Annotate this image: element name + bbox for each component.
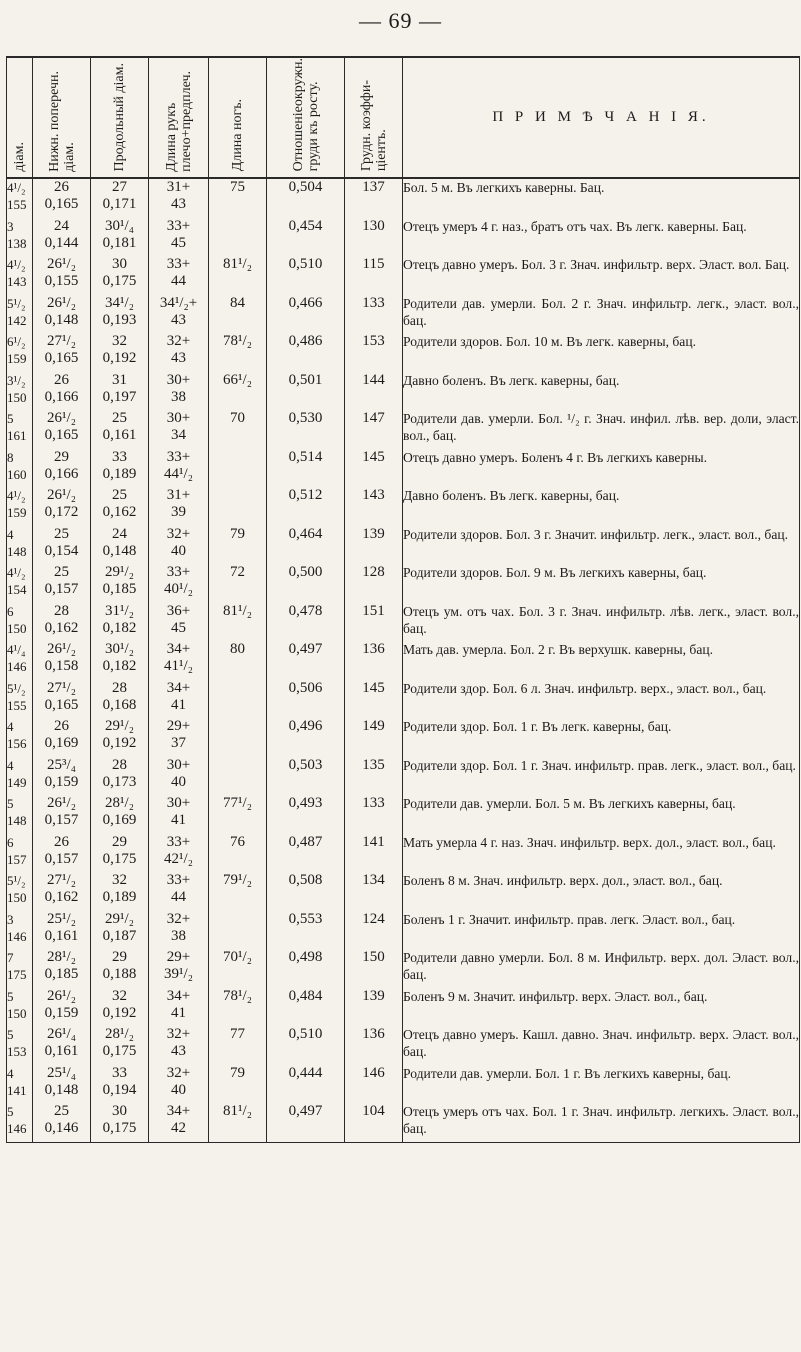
table-row xyxy=(7,988,800,1027)
cell-diam: 5 146 xyxy=(7,1103,33,1142)
cell-arm-length: 29+ 37 xyxy=(149,718,209,757)
cell-longitudinal: 29¹/₂ 0,192 xyxy=(91,718,149,757)
cell-remarks: Отецъ давно умеръ. Боленъ 4 г. Въ легкихъ каверны. xyxy=(403,449,800,488)
cell-diam: 4¹/₂ 143 xyxy=(7,256,33,295)
cell-leg-length xyxy=(209,449,267,488)
cell-arm-length: 33+ 44¹/₂ xyxy=(149,449,209,488)
cell-leg-length: 80 xyxy=(209,641,267,680)
cell-leg-length: 81¹/₂ xyxy=(209,603,267,642)
cell-chest-coefficient: 135 xyxy=(345,757,403,796)
cell-lower-transverse: 26 0,169 xyxy=(33,718,91,757)
cell-remarks: Отецъ ум. отъ чах. Бол. 3 г. Знач. инфильтр. лѣв. легк., эласт. вол., бац. xyxy=(403,603,800,642)
cell-arm-length: 32+ 40 xyxy=(149,526,209,565)
cell-lower-transverse: 26¹/₄ 0,161 xyxy=(33,1026,91,1065)
cell-lower-transverse: 26¹/₂ 0,157 xyxy=(33,795,91,834)
cell-arm-length: 32+ 40 xyxy=(149,1065,209,1104)
cell-longitudinal: 32 0,192 xyxy=(91,988,149,1027)
cell-remarks: Давно боленъ. Въ легк. каверны, бац. xyxy=(403,372,800,411)
header-remarks: П Р И М Ѣ Ч А Н І Я. xyxy=(403,57,800,178)
header-diam: діам. xyxy=(7,57,33,178)
table-row xyxy=(7,603,800,642)
cell-diam: 5 153 xyxy=(7,1026,33,1065)
cell-chest-coefficient: 130 xyxy=(345,218,403,257)
cell-remarks: Родители здор. Бол. 1 г. Знач. инфильтр. прав. легк., эласт. вол., бац. xyxy=(403,757,800,796)
table-row xyxy=(7,487,800,526)
table-row xyxy=(7,295,800,334)
cell-chest-ratio: 0,493 xyxy=(267,795,345,834)
cell-chest-ratio: 0,510 xyxy=(267,256,345,295)
cell-remarks: Родители здоров. Бол. 9 м. Въ легкихъ каверны, бац. xyxy=(403,564,800,603)
cell-remarks: Родители здор. Бол. 1 г. Въ легк. каверны, бац. xyxy=(403,718,800,757)
cell-arm-length: 32+ 38 xyxy=(149,911,209,950)
cell-chest-coefficient: 143 xyxy=(345,487,403,526)
header-chest-coefficient: Грудн. коэффи- ціентъ. xyxy=(345,57,403,178)
cell-chest-ratio: 0,486 xyxy=(267,333,345,372)
cell-diam: 5 150 xyxy=(7,988,33,1027)
cell-longitudinal: 30¹/₂ 0,182 xyxy=(91,641,149,680)
cell-longitudinal: 28 0,168 xyxy=(91,680,149,719)
cell-diam: 8 160 xyxy=(7,449,33,488)
cell-chest-coefficient: 145 xyxy=(345,449,403,488)
cell-leg-length: 76 xyxy=(209,834,267,873)
cell-arm-length: 34+ 41 xyxy=(149,680,209,719)
cell-longitudinal: 31¹/₂ 0,182 xyxy=(91,603,149,642)
cell-diam: 4 141 xyxy=(7,1065,33,1104)
cell-lower-transverse: 24 0,144 xyxy=(33,218,91,257)
cell-remarks: Отецъ умеръ отъ чах. Бол. 1 г. Знач. инфильтр. легкихъ. Эласт. вол., бац. xyxy=(403,1103,800,1142)
cell-lower-transverse: 26¹/₂ 0,159 xyxy=(33,988,91,1027)
cell-leg-length: 81¹/₂ xyxy=(209,1103,267,1142)
cell-chest-coefficient: 146 xyxy=(345,1065,403,1104)
cell-leg-length: 77 xyxy=(209,1026,267,1065)
cell-diam: 4 148 xyxy=(7,526,33,565)
cell-lower-transverse: 29 0,166 xyxy=(33,449,91,488)
cell-chest-ratio: 0,497 xyxy=(267,641,345,680)
cell-arm-length: 33+ 45 xyxy=(149,218,209,257)
cell-leg-length: 72 xyxy=(209,564,267,603)
cell-leg-length: 78¹/₂ xyxy=(209,333,267,372)
cell-arm-length: 29+ 39¹/₂ xyxy=(149,949,209,988)
header-longitudinal: Продольный діам. xyxy=(91,57,149,178)
cell-lower-transverse: 28 0,162 xyxy=(33,603,91,642)
table-row xyxy=(7,911,800,950)
cell-chest-ratio: 0,478 xyxy=(267,603,345,642)
cell-leg-length: 75 xyxy=(209,178,267,218)
cell-leg-length xyxy=(209,757,267,796)
cell-diam: 6 150 xyxy=(7,603,33,642)
cell-diam: 4 149 xyxy=(7,757,33,796)
cell-leg-length: 81¹/₂ xyxy=(209,256,267,295)
table-row xyxy=(7,449,800,488)
cell-longitudinal: 29 0,188 xyxy=(91,949,149,988)
cell-arm-length: 30+ 38 xyxy=(149,372,209,411)
cell-lower-transverse: 27¹/₂ 0,165 xyxy=(33,680,91,719)
table-header xyxy=(7,57,800,178)
cell-lower-transverse: 26¹/₂ 0,148 xyxy=(33,295,91,334)
table-row xyxy=(7,680,800,719)
cell-chest-ratio: 0,510 xyxy=(267,1026,345,1065)
cell-arm-length: 34¹/₂+ 43 xyxy=(149,295,209,334)
cell-chest-coefficient: 151 xyxy=(345,603,403,642)
cell-longitudinal: 28 0,173 xyxy=(91,757,149,796)
cell-diam: 7 175 xyxy=(7,949,33,988)
cell-chest-coefficient: 124 xyxy=(345,911,403,950)
cell-chest-ratio: 0,512 xyxy=(267,487,345,526)
cell-arm-length: 33+ 44 xyxy=(149,256,209,295)
cell-leg-length: 79 xyxy=(209,1065,267,1104)
cell-remarks: Родители давно умерли. Бол. 8 м. Инфильтр. верх. дол. Эласт. вол., бац. xyxy=(403,949,800,988)
cell-diam: 3 138 xyxy=(7,218,33,257)
cell-longitudinal: 27 0,171 xyxy=(91,178,149,218)
cell-chest-coefficient: 149 xyxy=(345,718,403,757)
cell-lower-transverse: 26 0,157 xyxy=(33,834,91,873)
cell-arm-length: 36+ 45 xyxy=(149,603,209,642)
cell-diam: 4¹/₂ 154 xyxy=(7,564,33,603)
cell-remarks: Родители здоров. Бол. 3 г. Значит. инфильтр. легк., эласт. вол., бац. xyxy=(403,526,800,565)
cell-longitudinal: 33 0,194 xyxy=(91,1065,149,1104)
cell-lower-transverse: 27¹/₂ 0,162 xyxy=(33,872,91,911)
cell-remarks: Отецъ давно умеръ. Кашл. давно. Знач. инфильтр. верх. Эласт. вол., бац. xyxy=(403,1026,800,1065)
table-row xyxy=(7,757,800,796)
table-row xyxy=(7,410,800,449)
cell-diam: 5 161 xyxy=(7,410,33,449)
cell-arm-length: 30+ 34 xyxy=(149,410,209,449)
cell-chest-ratio: 0,484 xyxy=(267,988,345,1027)
cell-longitudinal: 25 0,161 xyxy=(91,410,149,449)
cell-leg-length xyxy=(209,487,267,526)
cell-chest-ratio: 0,496 xyxy=(267,718,345,757)
cell-arm-length: 31+ 43 xyxy=(149,178,209,218)
cell-arm-length: 34+ 42 xyxy=(149,1103,209,1142)
cell-chest-coefficient: 134 xyxy=(345,872,403,911)
table-row xyxy=(7,178,800,218)
cell-diam: 4¹/₂ 159 xyxy=(7,487,33,526)
table-row xyxy=(7,718,800,757)
cell-remarks: Родители дав. умерли. Бол. ¹/₂ г. Знач. инфил. лѣв. вер. доли, эласт. вол., бац. xyxy=(403,410,800,449)
cell-remarks: Родители дав. умерли. Бол. 1 г. Въ легкихъ каверны, бац. xyxy=(403,1065,800,1104)
cell-arm-length: 34+ 41¹/₂ xyxy=(149,641,209,680)
cell-longitudinal: 28¹/₂ 0,169 xyxy=(91,795,149,834)
cell-chest-coefficient: 104 xyxy=(345,1103,403,1142)
cell-longitudinal: 29¹/₂ 0,185 xyxy=(91,564,149,603)
cell-diam: 4¹/₂ 155 xyxy=(7,178,33,218)
cell-chest-ratio: 0,508 xyxy=(267,872,345,911)
cell-chest-ratio: 0,530 xyxy=(267,410,345,449)
cell-chest-coefficient: 136 xyxy=(345,1026,403,1065)
cell-remarks: Родители здор. Бол. 6 л. Знач. инфильтр. верх., эласт. вол., бац. xyxy=(403,680,800,719)
cell-longitudinal: 32 0,189 xyxy=(91,872,149,911)
table-row xyxy=(7,1065,800,1104)
cell-lower-transverse: 26¹/₂ 0,172 xyxy=(33,487,91,526)
cell-lower-transverse: 26¹/₂ 0,158 xyxy=(33,641,91,680)
cell-remarks: Мать умерла 4 г. наз. Знач. инфильтр. верх. дол., эласт. вол., бац. xyxy=(403,834,800,873)
cell-leg-length: 70¹/₂ xyxy=(209,949,267,988)
header-chest-ratio: Отношеніеокружн. груди къ росту. xyxy=(267,57,345,178)
cell-chest-coefficient: 139 xyxy=(345,988,403,1027)
cell-leg-length: 70 xyxy=(209,410,267,449)
cell-lower-transverse: 26 0,166 xyxy=(33,372,91,411)
cell-chest-ratio: 0,464 xyxy=(267,526,345,565)
cell-diam: 6¹/₂ 159 xyxy=(7,333,33,372)
cell-diam: 3¹/₂ 150 xyxy=(7,372,33,411)
cell-remarks: Бол. 5 м. Въ легкихъ каверны. Бац. xyxy=(403,178,800,218)
cell-diam: 4¹/₄ 146 xyxy=(7,641,33,680)
cell-longitudinal: 30 0,175 xyxy=(91,256,149,295)
cell-chest-coefficient: 153 xyxy=(345,333,403,372)
table-row xyxy=(7,526,800,565)
cell-lower-transverse: 25 0,146 xyxy=(33,1103,91,1142)
cell-lower-transverse: 25³/₄ 0,159 xyxy=(33,757,91,796)
cell-longitudinal: 34¹/₂ 0,193 xyxy=(91,295,149,334)
table-body xyxy=(7,178,800,1142)
cell-remarks: Давно боленъ. Въ легк. каверны, бац. xyxy=(403,487,800,526)
cell-diam: 6 157 xyxy=(7,834,33,873)
cell-longitudinal: 30¹/₄ 0,181 xyxy=(91,218,149,257)
cell-lower-transverse: 26¹/₂ 0,165 xyxy=(33,410,91,449)
cell-lower-transverse: 27¹/₂ 0,165 xyxy=(33,333,91,372)
table-row xyxy=(7,218,800,257)
cell-leg-length: 84 xyxy=(209,295,267,334)
cell-arm-length: 34+ 41 xyxy=(149,988,209,1027)
table-row xyxy=(7,872,800,911)
cell-diam: 3 146 xyxy=(7,911,33,950)
cell-longitudinal: 33 0,189 xyxy=(91,449,149,488)
cell-chest-coefficient: 128 xyxy=(345,564,403,603)
cell-leg-length xyxy=(209,218,267,257)
cell-lower-transverse: 26¹/₂ 0,155 xyxy=(33,256,91,295)
cell-chest-ratio: 0,504 xyxy=(267,178,345,218)
cell-longitudinal: 31 0,197 xyxy=(91,372,149,411)
table-row xyxy=(7,564,800,603)
table-row xyxy=(7,1103,800,1142)
cell-chest-coefficient: 147 xyxy=(345,410,403,449)
cell-chest-ratio: 0,503 xyxy=(267,757,345,796)
cell-chest-coefficient: 150 xyxy=(345,949,403,988)
cell-chest-coefficient: 145 xyxy=(345,680,403,719)
cell-arm-length: 32+ 43 xyxy=(149,333,209,372)
cell-longitudinal: 25 0,162 xyxy=(91,487,149,526)
cell-remarks: Отецъ умеръ 4 г. наз., братъ отъ чах. Въ легк. каверны. Бац. xyxy=(403,218,800,257)
cell-chest-coefficient: 115 xyxy=(345,256,403,295)
cell-chest-ratio: 0,497 xyxy=(267,1103,345,1142)
cell-leg-length xyxy=(209,718,267,757)
cell-leg-length: 78¹/₂ xyxy=(209,988,267,1027)
cell-chest-ratio: 0,487 xyxy=(267,834,345,873)
cell-chest-ratio: 0,500 xyxy=(267,564,345,603)
table-row xyxy=(7,1026,800,1065)
table-row xyxy=(7,372,800,411)
cell-remarks: Мать дав. умерла. Бол. 2 г. Въ верхушк. каверны, бац. xyxy=(403,641,800,680)
cell-longitudinal: 24 0,148 xyxy=(91,526,149,565)
cell-longitudinal: 28¹/₂ 0,175 xyxy=(91,1026,149,1065)
cell-chest-coefficient: 136 xyxy=(345,641,403,680)
cell-chest-coefficient: 139 xyxy=(345,526,403,565)
cell-longitudinal: 29 0,175 xyxy=(91,834,149,873)
cell-longitudinal: 30 0,175 xyxy=(91,1103,149,1142)
cell-leg-length: 66¹/₂ xyxy=(209,372,267,411)
cell-lower-transverse: 25¹/₄ 0,148 xyxy=(33,1065,91,1104)
cell-diam: 5 148 xyxy=(7,795,33,834)
cell-leg-length: 79 xyxy=(209,526,267,565)
header-lower-transverse: Нижн. поперечн. діам. xyxy=(33,57,91,178)
cell-remarks: Родители здоров. Бол. 10 м. Въ легк. каверны, бац. xyxy=(403,333,800,372)
cell-diam: 5¹/₂ 142 xyxy=(7,295,33,334)
cell-chest-ratio: 0,498 xyxy=(267,949,345,988)
cell-chest-coefficient: 141 xyxy=(345,834,403,873)
cell-lower-transverse: 25 0,157 xyxy=(33,564,91,603)
cell-diam: 5¹/₂ 155 xyxy=(7,680,33,719)
cell-leg-length xyxy=(209,680,267,719)
header-arm-length: Длина рукъ плечо+предплеч. xyxy=(149,57,209,178)
cell-chest-ratio: 0,506 xyxy=(267,680,345,719)
cell-arm-length: 32+ 43 xyxy=(149,1026,209,1065)
cell-chest-ratio: 0,514 xyxy=(267,449,345,488)
cell-chest-ratio: 0,466 xyxy=(267,295,345,334)
table-row xyxy=(7,641,800,680)
cell-chest-coefficient: 133 xyxy=(345,795,403,834)
cell-diam: 5¹/₂ 150 xyxy=(7,872,33,911)
table-row xyxy=(7,795,800,834)
cell-remarks: Боленъ 1 г. Значит. инфильтр. прав. легк. Эласт. вол., бац. xyxy=(403,911,800,950)
cell-remarks: Отецъ давно умеръ. Бол. 3 г. Знач. инфильтр. верх. Эласт. вол. Бац. xyxy=(403,256,800,295)
cell-remarks: Родители дав. умерли. Бол. 2 г. Знач. инфильтр. легк., эласт. вол., бац. xyxy=(403,295,800,334)
cell-chest-ratio: 0,553 xyxy=(267,911,345,950)
cell-remarks: Родители дав. умерли. Бол. 5 м. Въ легкихъ каверны, бац. xyxy=(403,795,800,834)
cell-lower-transverse: 25¹/₂ 0,161 xyxy=(33,911,91,950)
table-row xyxy=(7,834,800,873)
cell-arm-length: 33+ 42¹/₂ xyxy=(149,834,209,873)
cell-remarks: Боленъ 8 м. Знач. инфильтр. верх. дол., эласт. вол., бац. xyxy=(403,872,800,911)
cell-arm-length: 33+ 40¹/₂ xyxy=(149,564,209,603)
table-row xyxy=(7,949,800,988)
cell-lower-transverse: 25 0,154 xyxy=(33,526,91,565)
cell-arm-length: 31+ 39 xyxy=(149,487,209,526)
cell-chest-ratio: 0,454 xyxy=(267,218,345,257)
cell-arm-length: 33+ 44 xyxy=(149,872,209,911)
table-row xyxy=(7,256,800,295)
cell-remarks: Боленъ 9 м. Значит. инфильтр. верх. Эласт. вол., бац. xyxy=(403,988,800,1027)
table-row xyxy=(7,333,800,372)
cell-lower-transverse: 28¹/₂ 0,185 xyxy=(33,949,91,988)
cell-diam: 4 156 xyxy=(7,718,33,757)
cell-leg-length: 77¹/₂ xyxy=(209,795,267,834)
header-leg-length: Длина ногъ. xyxy=(209,57,267,178)
cell-arm-length: 30+ 40 xyxy=(149,757,209,796)
cell-leg-length: 79¹/₂ xyxy=(209,872,267,911)
cell-chest-coefficient: 137 xyxy=(345,178,403,218)
page-number: — 69 — xyxy=(359,8,442,33)
cell-lower-transverse: 26 0,165 xyxy=(33,178,91,218)
cell-chest-ratio: 0,501 xyxy=(267,372,345,411)
cell-chest-coefficient: 133 xyxy=(345,295,403,334)
measurements-table xyxy=(6,56,800,1143)
cell-arm-length: 30+ 41 xyxy=(149,795,209,834)
cell-longitudinal: 29¹/₂ 0,187 xyxy=(91,911,149,950)
cell-chest-ratio: 0,444 xyxy=(267,1065,345,1104)
cell-leg-length xyxy=(209,911,267,950)
cell-chest-coefficient: 144 xyxy=(345,372,403,411)
cell-longitudinal: 32 0,192 xyxy=(91,333,149,372)
